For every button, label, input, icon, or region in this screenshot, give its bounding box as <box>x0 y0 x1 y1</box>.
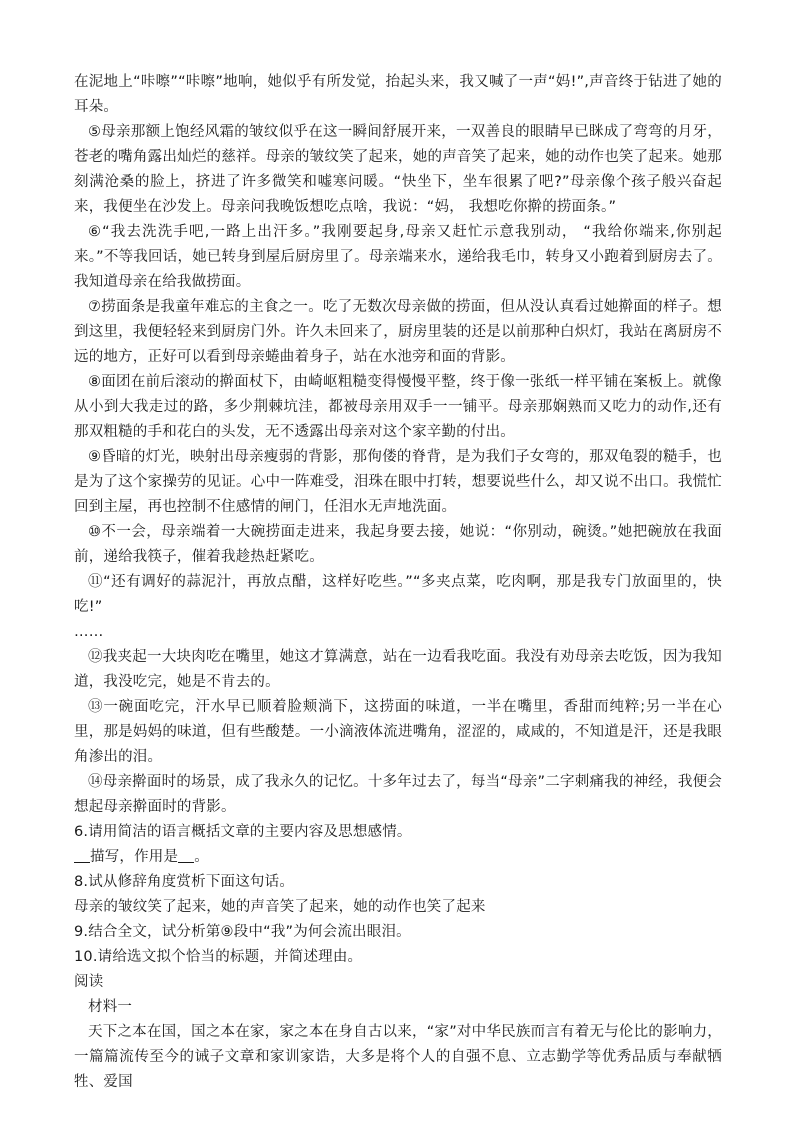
paragraph-14: ⑭母亲擀面时的场景，成了我永久的记忆。十多年过去了，每当“母亲”二字刺痛我的神经，我便会想起母亲擀面时的背影。 <box>74 774 722 815</box>
question-6: 6.请用简洁的语言概括文章的主要内容及思想感情。 <box>74 824 412 840</box>
paragraph-7: ⑦捞面条是我童年难忘的主食之一。吃了无数次母亲做的捞面，但从没认真看过她擀面的样子。想到这里，我便轻轻来到厨房门外。许久未回来了，厨房里装的还是以前那种白炽灯，我站在离厨房不远的地方，正好可以看到母亲蜷曲着身子，站在水池旁和面的背影。 <box>74 299 722 365</box>
question-7-text: 描写，作用是 <box>90 849 179 865</box>
question-8-quote: 母亲的皱纹笑了起来，她的声音笑了起来，她的动作也笑了起来 <box>74 899 486 915</box>
document-page <box>74 70 722 1095</box>
paragraph-9: ⑨昏暗的灯光，映射出母亲瘦弱的背影，那佝偻的脊背，是为我们子女弯的，那双龟裂的糙手，也是为了这个家操劳的见证。心中一阵难受，泪珠在眼中打转，想要说些什么，却又说不出口。我慌忙回到主屋，再也控制不住感情的闸门，任泪水无声地洗面。 <box>74 449 722 515</box>
paragraph-12: ⑫我夹起一大块肉吃在嘴里，她这才算满意，站在一边看我吃面。我没有劝母亲去吃饭，因为我知道，我没吃完，她是不肯去的。 <box>74 649 722 690</box>
paragraph-6: ⑥“我去洗洗手吧,一路上出汗多。”我刚要起身,母亲又赶忙示意我别动， “我给你端来,你别起来。”不等我回话，她已转身到屋后厨房里了。母亲端来水，递给我毛巾，转身又小跑着到厨房去了。我知道母亲在给我做捞面。 <box>74 224 722 290</box>
paragraph-13: ⑬一碗面吃完，汗水早已顺着脸颊淌下，这捞面的味道，一半在嘴里，香甜而纯粹;另一半在心里，那是妈妈的味道，但有些酸楚。一小滴液体流进嘴角，涩涩的，咸咸的，不知道是汗，还是我眼角渗出的泪。 <box>74 699 722 765</box>
question-7-end: 。 <box>194 849 209 865</box>
answer-blank <box>178 848 194 863</box>
material-label: 材料一 <box>88 999 133 1015</box>
question-9: 9.结合全文，试分析第⑨段中“我”为何会流出眼泪。 <box>74 924 411 940</box>
material-paragraph-1: 天下之本在国，国之本在家，家之本在身自古以来，“家”对中华民族而言有着无与伦比的影响力，一篇篇流传至今的诫子文章和家训家诰，大多是将个人的自强不息、立志勤学等优秀品质与奉献牺牲、爱国 <box>74 1024 722 1090</box>
paragraph-11: ⑪“还有调好的蒜泥汁，再放点醋，这样好吃些。”“多夹点菜，吃肉啊，那是我专门放面里的，快吃!” <box>74 574 722 615</box>
answer-blank <box>74 848 90 863</box>
paragraph-4-tail: 在泥地上“咔嚓”“咔嚓”地响，她似乎有所发觉，抬起头来，我又喊了一声“妈!”,声音终于钻进了她的耳朵。 <box>74 74 722 115</box>
question-10: 10.请给选文拟个恰当的标题，并简述理由。 <box>74 949 363 965</box>
paragraph-5: ⑤母亲那额上饱经风霜的皱纹似乎在这一瞬间舒展开来，一双善良的眼睛早已眯成了弯弯的月牙，苍老的嘴角露出灿烂的慈祥。母亲的皱纹笑了起来，她的声音笑了起来，她的动作也笑了起来。她那刻满沧桑的脸上，挤进了许多微笑和嘘寒问暖。“快坐下，坐车很累了吧?”母亲像个孩子般兴奋起来，我便坐在沙发上。母亲问我晚饭想吃点啥，我说：“妈， 我想吃你擀的捞面条。” <box>74 124 722 215</box>
question-8: 8.试从修辞角度赏析下面这句话。 <box>74 874 295 890</box>
reading-heading: 阅读 <box>74 974 104 990</box>
paragraph-8: ⑧面团在前后滚动的擀面杖下，由崎岖粗糙变得慢慢平整，终于像一张纸一样平铺在案板上。就像从小到大我走过的路，多少荆棘坑洼，都被母亲用双手一一铺平。母亲那娴熟而又吃力的动作,还有那双粗糙的手和花白的头发，无不透露出母亲对这个家辛勤的付出。 <box>74 374 722 440</box>
paragraph-10: ⑩不一会，母亲端着一大碗捞面走进来，我起身要去接，她说：“你别动，碗烫。”她把碗放在我面前，递给我筷子，催着我趁热赶紧吃。 <box>74 524 722 565</box>
paragraph-11-ellipsis: …… <box>74 624 104 640</box>
question-7 <box>74 845 722 870</box>
